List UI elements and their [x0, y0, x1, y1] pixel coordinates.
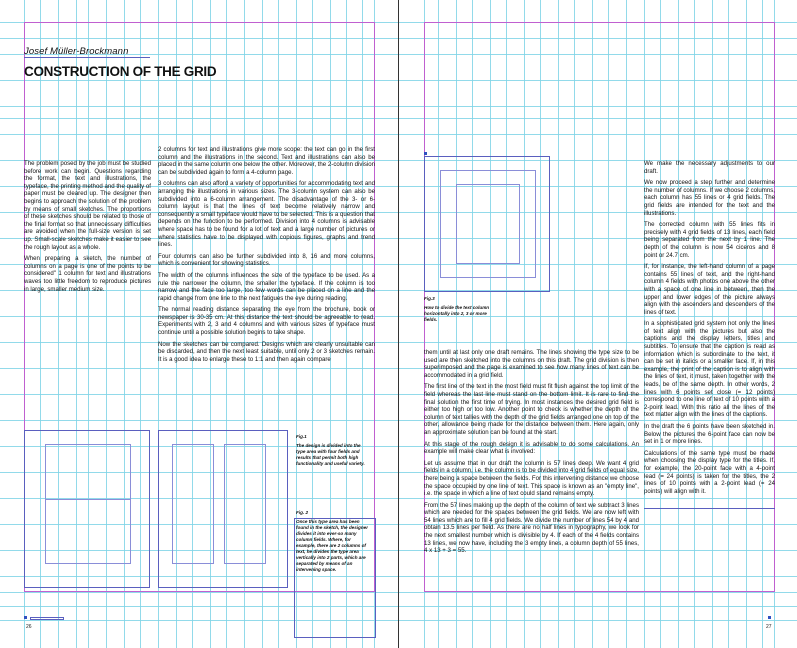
- figure-3-caption: [424, 296, 494, 330]
- paragraph: Four columns can also be further subdivided into 8, 16 and more columns, which is convenient for showing statistics.: [158, 252, 375, 268]
- figure-1-caption: [296, 434, 366, 498]
- paragraph: them until at last only one draft remains. The lines showing the type size to be used are then sketched into the columns on this draft. The grid division is then superimposed and the page is examined to see how many lines of text can be accommodated in a grid field.: [424, 349, 639, 379]
- paragraph: 3 columns can also afford a variety of opportunities for accommodating text and arranging the illustrations in various sizes. The 3-column system can also be subdivided into a 6-column arrangement. The disadvantage of the 3- or 6-column layout is that the lines of text become relatively narrow and consequently a small typeface would have to be selected. This is a question that depends on the function to be performed. Division into 4 columns is advisable where space has to be found for a lot of text and a large number of pictures or where statistics have to be displayed with copious figures, graphs and trend lines.: [158, 180, 375, 249]
- page-title: CONSTRUCTION OF THE GRID: [24, 64, 217, 79]
- paragraph: The normal reading distance separating the eye from the brochure, book or newspaper is 30-35 cm. At this distance the text should be agreeable to read. Experiments with 2, 3 and 4 columns and with various sizes of typeface must continue until a possible solution begins to take shape.: [158, 306, 375, 337]
- paragraph: The width of the columns influences the size of the typeface to be used. As a rule the narrower the column, the smaller the typeface. If the column is too narrow and the face too large, too few words can be placed on a line and the rapid change from one line to the next fatigues the eye during reading.: [158, 271, 375, 302]
- paragraph: In the draft the 6 points have been sketched in. Below the pictures the 6-point face can now be set in 1 or more lines.: [644, 423, 775, 446]
- right-page-column-1: [424, 349, 639, 591]
- figure-1-field-divider: [45, 444, 131, 500]
- left-page-number: 26: [26, 624, 32, 630]
- paragraph: The corrected column with 55 lines fits in precisely with 4 grid fields of 13 lines, each field being separated from the next by 1 line. The depth of the column is now 54 ciceros and 8 point or 24.7 cm.: [644, 221, 775, 259]
- paragraph: We now proceed a step further and determine the number of columns. If we choose 2 columns, each column has 55 lines or 4 grid fields. The grid fields are intended for the text and the illustrations.: [644, 179, 775, 217]
- figure-2-caption-text: Once this type area has been found in the sketch, the designer divides it into ever-so many column fields. Where, for example, there are 2 columns of text, he divides the type area vertically into 2 parts, which are separated by means of an intervening space.: [296, 519, 368, 572]
- left-page-marker: [24, 616, 27, 619]
- figure-3-marker: [424, 152, 427, 155]
- figure-3-inner-field: [456, 184, 520, 264]
- figure-2-column-left: [172, 444, 214, 564]
- paragraph: 2 columns for text and illustrations give more scope: the text can go in the first column and the illustrations in the second. Text and illustrations can also be placed in the same column one below the other. Moreover, the 2-column division can be subdivided again to form a 4-column page.: [158, 146, 375, 176]
- author-name: Josef Müller-Brockmann: [24, 46, 129, 57]
- page-spine: [398, 0, 399, 648]
- author-rule: [24, 57, 150, 58]
- paragraph: In a sophisticated grid system not only the lines of text align with the pictures but also the captions and the display letters, titles and subtitles. To ensure that the caption is read as information which is subordinate to the text, it can be set in italics or a smaller face. If, in this example, the print of the caption is to align with the lines of text, it must, taken together with the leads, be of the same depth. In other words, 2 lines with 6 points set close (= 12 points) correspond to one line of text of 10 points with a 2-point lead. With this ratio all the lines of the text matter align with the lines of the captions.: [644, 320, 775, 419]
- figure-3-caption-text: How to divide the text column horizontally into 2, 3 or more fields.: [424, 305, 490, 322]
- right-page-marker: [768, 616, 771, 619]
- figure-1-caption-number: Fig.1: [296, 434, 307, 439]
- right-column-rule: [644, 508, 775, 509]
- paragraph: Let us assume that in our draft the column is 57 lines deep. We want 4 grid fields in a column, i.e. the column is to be divided into 4 grid fields of equal size, there being a space between the fields. For this intervening distance we choose the space occupied by one line of text. This space is known as an "empty line", i.e. the space in which a line of text could stand remains empty.: [424, 459, 639, 498]
- figure-1-caption-text: The design is divided into the type area with four fields and results that permit both high functionality and useful variety.: [296, 443, 365, 466]
- paragraph: From the 57 lines making up the depth of the column of text we subtract 3 lines which are needed for the spaces between the grid fields. We are now left with 54 lines which are to fill 4 grid fields. We divide the number of lines 54 by 4 and obtain 13.5 lines per field. As there are no half lines in typography, we look for the next smallest number which is divisible by 4. If each of the 4 fields contains 13 lines, we now have, including the 3 empty lines, a column depth of 55 lines, 4 x 13 + 3 = 55.: [424, 501, 639, 555]
- left-folio-bar: [30, 617, 64, 620]
- right-page-number: 27: [766, 624, 772, 630]
- paragraph: The problem posed by the job must be studied before work can begin. Questions regarding the format, the text and illustrations, the typeface, the printing method and the quality of paper must be cleared up. The designer then begins to approach the solution of the problem by means of small sketches. The proportions of these sketches should be related to those of the final format so that unnecessary difficulties are avoided when the full-size version is set up. Small-scale sketches make it easier to see the rough layout as a whole.: [24, 160, 151, 251]
- paragraph: When preparing a sketch, the number of columns on a page is one of the points to be considered" 1 column for text and illustrations waves too little freedom to reproduce pictures in large, smaller medium size.: [24, 255, 151, 293]
- figure-2-caption-number: Fig. 2: [296, 510, 308, 515]
- left-page-column-1: [24, 160, 151, 320]
- paragraph: We make the necessary adjustments to our draft.: [644, 160, 775, 175]
- figure-3-caption-number: Fig.3: [424, 296, 435, 301]
- left-page-column-2: [158, 146, 375, 433]
- paragraph: At this stage of the rough design it is advisable to do some calculations. An example will make clear what is involved:: [424, 440, 639, 456]
- figure-2-column-right: [224, 444, 266, 564]
- paragraph: Calculations of the same type must be made when choosing the display type for the titles. If, for example, the 20-point face with a 4-point lead (= 24 points) is taken for the titles, the 2 lines of 10 points with a 2-point lead (= 24 points) will align with it.: [644, 449, 775, 495]
- paragraph: If, for instance, the left-hand column of a page contains 55 lines of text, and the right-hand column 4 fields with photos one above the other with a space of one line in between, then the upper and lower edges of the picture always align with the ascenders and descenders of the lines of text.: [644, 263, 775, 316]
- caption-frame: [294, 518, 376, 638]
- paragraph: Now the sketches can be compared. Designs which are clearly unsuitable can be discarded, and then the next least suitable, until only 2 or 3 sketches remain. It is a good idea to enlarge these to 1:1 and then again compare: [158, 340, 375, 363]
- paragraph: The first line of the text in the most field must fit flush against the top limit of the field whereas the last line must stand on the bottom limit. It is rare to find the final solution the first time of trying. In most instances the desired grid field is either too high or too low. Another point to check is whether the depth of the column of text tallies with the depth of the grid fields arranged one on top of the other, allowance being made for the distance between them. Here again, only an approximate solution can be found at the start.: [424, 383, 639, 436]
